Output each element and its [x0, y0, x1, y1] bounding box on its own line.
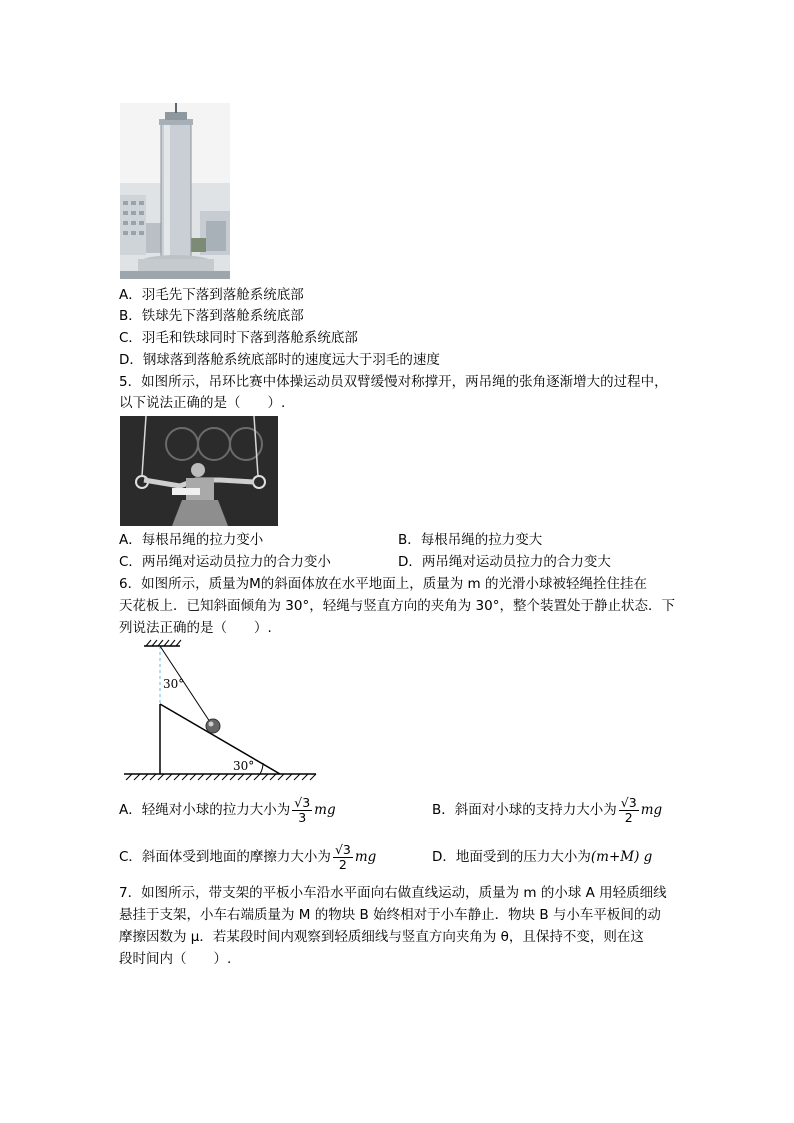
gymnast-rings-photo [120, 416, 278, 526]
q6-option-a [119, 790, 336, 830]
q6-a-denominator: 3 [298, 809, 307, 825]
q4-option-d: D．钢球落到落舱系统底部时的速度远大于羽毛的速度 [119, 352, 440, 368]
q6-d-prefix: D．地面受到的压力大小为 [432, 849, 591, 865]
q6-a-prefix: A．轻绳对小球的拉力大小为 [119, 802, 291, 818]
q7-stem-line-3: 摩擦因数为 μ．若某段时间内观察到轻质细线与竖直方向夹角为 θ，且保持不变，则在这 [119, 929, 644, 945]
q6-a-suffix: mg [314, 802, 336, 818]
q4-option-a: A．羽毛先下落到落舱系统底部 [119, 287, 304, 303]
q6-option-c [119, 837, 376, 877]
q6-b-prefix: B．斜面对小球的支持力大小为 [432, 802, 617, 818]
q6-d-expression: (m+M) g [590, 849, 653, 865]
q6-c-prefix: C．斜面体受到地面的摩擦力大小为 [119, 849, 331, 865]
q6-a-numerator: √3 [294, 794, 311, 810]
q6-option-d [432, 837, 652, 877]
q6-a-fraction [292, 796, 312, 825]
q5-option-d: D．两吊绳对运动员拉力的合力变大 [398, 554, 611, 570]
q6-b-suffix: mg [640, 802, 663, 818]
q6-c-numerator: √3 [334, 841, 351, 857]
angle-label-top: 30° [163, 677, 185, 691]
incline-diagram [120, 638, 320, 782]
q5-stem-line-1: 5．如图所示，吊环比赛中体操运动员双臂缓慢对称撑开，两吊绳的张角逐渐增大的过程中， [119, 374, 668, 390]
q6-stem-line-3: 列说法正确的是（ ）. [119, 620, 272, 636]
q4-option-b: B．铁球先下落到落舱系统底部 [119, 308, 304, 324]
q5-option-c: C．两吊绳对运动员拉力的合力变小 [119, 554, 331, 570]
q6-c-fraction [333, 843, 353, 872]
q7-stem-line-2: 悬挂于支架，小车右端质量为 M 的物块 B 始终相对于小车静止．物块 B 与小车平板间的动 [119, 907, 661, 923]
q5-option-b: B．每根吊绳的拉力变大 [398, 532, 543, 548]
drop-tower-photo [120, 103, 230, 279]
q7-stem-line-1: 7．如图所示，带支架的平板小车沿水平面向右做直线运动，质量为 m 的小球 A 用轻质细线 [119, 885, 667, 901]
q6-b-denominator: 2 [624, 809, 633, 825]
q6-c-suffix: mg [354, 849, 377, 865]
q7-stem-line-4: 段时间内（ ）. [119, 951, 232, 967]
angle-label-bottom: 30° [233, 759, 255, 773]
q5-option-a: A．每根吊绳的拉力变小 [119, 532, 264, 548]
q6-stem-line-1: 6．如图所示，质量为M的斜面体放在水平地面上，质量为 m 的光滑小球被轻绳拴住挂在 [119, 576, 647, 592]
q4-option-c: C．羽毛和铁球同时下落到落舱系统底部 [119, 330, 358, 346]
q6-b-fraction [619, 796, 639, 825]
q5-stem-line-2: 以下说法正确的是（ ）. [119, 395, 286, 411]
q6-stem-line-2: 天花板上．已知斜面倾角为 30°，轻绳与竖直方向的夹角为 30°，整个装置处于静止状态．下 [119, 598, 675, 614]
q6-c-denominator: 2 [338, 856, 347, 872]
q6-b-numerator: √3 [620, 794, 637, 810]
q6-option-b [432, 790, 662, 830]
